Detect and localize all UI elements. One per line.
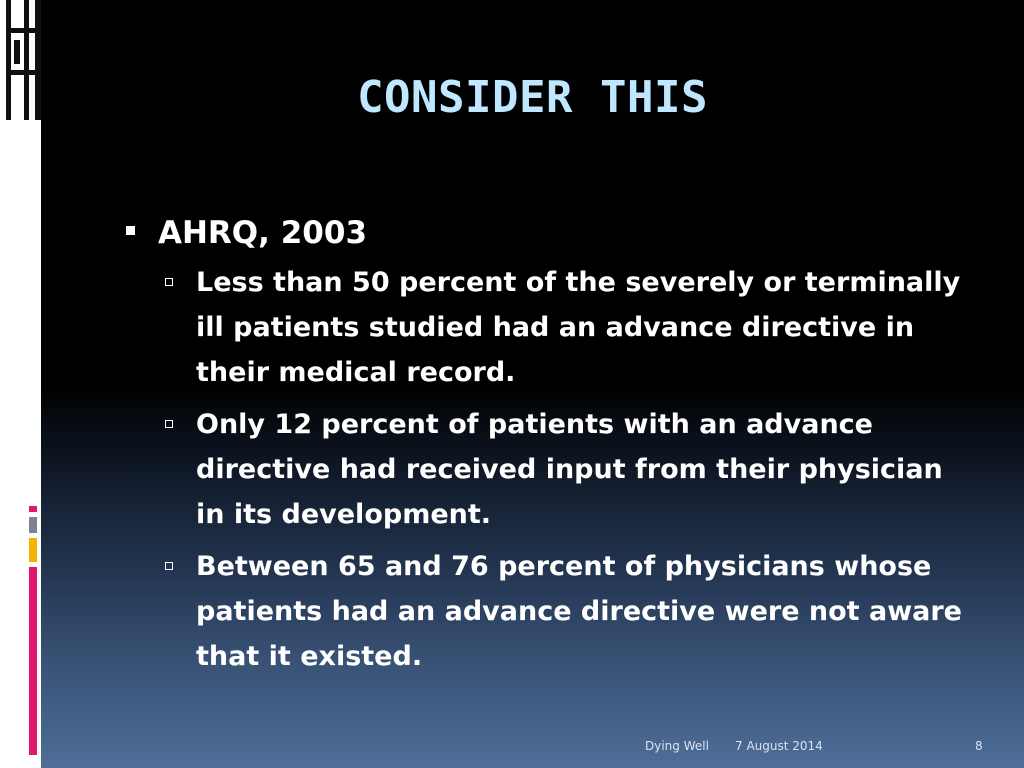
bullet-level1 bbox=[120, 210, 980, 256]
accent-bar-gold bbox=[29, 538, 37, 562]
accent-bar-pink bbox=[29, 567, 37, 755]
hollow-square-bullet-icon bbox=[165, 278, 173, 286]
accent-bar-pink-top bbox=[29, 506, 37, 512]
sub-bullet-text: Only 12 percent of patients with an advance directive had received input from their physician in its development. bbox=[196, 409, 943, 530]
sub-bullet bbox=[158, 544, 980, 679]
hollow-square-bullet-icon bbox=[165, 420, 173, 428]
square-bullet-icon bbox=[126, 226, 135, 235]
window-frame-icon bbox=[0, 0, 41, 120]
sub-bullet bbox=[158, 260, 980, 395]
sub-bullet bbox=[158, 402, 980, 537]
footer-title: Dying Well bbox=[645, 739, 709, 753]
footer-date: 7 August 2014 bbox=[735, 739, 823, 753]
hollow-square-bullet-icon bbox=[165, 562, 173, 570]
bullet-text: AHRQ, 2003 bbox=[158, 215, 368, 251]
slide-title: CONSIDER THIS bbox=[357, 72, 708, 123]
slide-content bbox=[120, 210, 980, 686]
sub-bullet-text: Less than 50 percent of the severely or terminally ill patients studied had an advance directive in their medical record. bbox=[196, 267, 961, 388]
sub-bullet-text: Between 65 and 76 percent of physicians whose patients had an advance directive were not aware that it existed. bbox=[196, 551, 962, 672]
accent-bar-gray bbox=[29, 517, 37, 533]
sub-bullet-list bbox=[158, 260, 980, 679]
slide-number: 8 bbox=[975, 739, 983, 753]
